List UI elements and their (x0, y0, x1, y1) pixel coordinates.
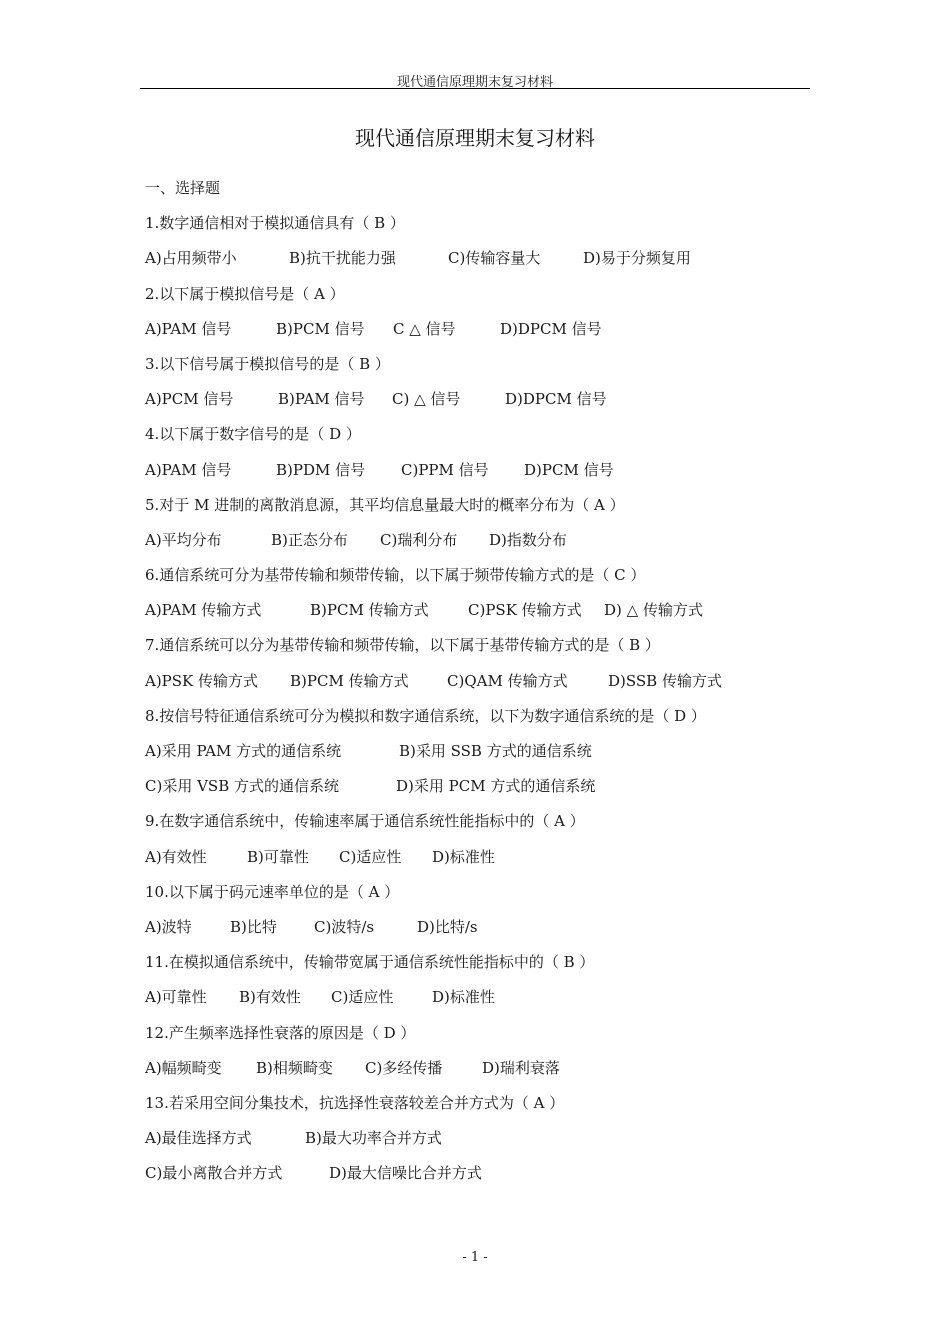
option-d: D)瑞利衰落 (482, 1058, 560, 1077)
option-d: D)DPCM 信号 (500, 319, 602, 338)
question-4: 4.以下属于数字信号的是（ D ） (145, 425, 361, 444)
option-b: B)PDM 信号 (276, 460, 366, 479)
option-a: A)PCM 信号 (145, 390, 234, 409)
question-1-options (145, 241, 805, 276)
option-b: B)采用 SSB 方式的通信系统 (399, 742, 592, 760)
question-12-options (145, 1051, 805, 1086)
running-header: 现代通信原理期末复习材料 (396, 75, 553, 90)
section-heading: 一、选择题 (145, 179, 221, 197)
question-6: 6.通信系统可分为基带传输和频带传输，以下属于频带传输方式的是（ C ） (145, 566, 646, 585)
question-5: 5.对于 M 进制的离散消息源，其平均信息量最大时的概率分布为（ A ） (145, 495, 625, 514)
option-c: C)适应性 (339, 847, 402, 866)
option-c: C)最小离散合并方式 (145, 1164, 283, 1183)
option-b: B)比特 (230, 917, 277, 936)
question-2-options (145, 312, 805, 347)
question-1: 1.数字通信相对于模拟通信具有（ B ） (145, 214, 405, 233)
option-a: A)波特 (145, 917, 192, 936)
question-7: 7.通信系统可以分为基带传输和频带传输，以下属于基带传输方式的是（ B ） (145, 636, 660, 655)
question-7-options (145, 664, 805, 699)
question-9: 9.在数字通信系统中，传输速率属于通信系统性能指标中的（ A ） (145, 812, 585, 831)
question-8-options-row-2 (145, 769, 805, 804)
option-b: B)最大功率合并方式 (305, 1129, 442, 1148)
question-12: 12.产生频率选择性衰落的原因是（ D ） (145, 1023, 416, 1042)
option-b: B)相频畸变 (256, 1058, 333, 1077)
option-b: B)正态分布 (271, 530, 348, 549)
question-3: 3.以下信号属于模拟信号的是（ B ） (145, 354, 390, 373)
question-13: 13.若采用空间分集技术，抗选择性衰落较差合并方式为（ A ） (145, 1093, 565, 1112)
option-c: C)PPM 信号 (401, 460, 489, 479)
question-11-options (145, 980, 805, 1015)
question-9-options (145, 840, 805, 875)
option-a: A)幅频畸变 (145, 1058, 222, 1077)
option-d: D)PCM 信号 (524, 460, 614, 479)
option-c: C)传输容量大 (448, 249, 541, 268)
option-a: A)平均分布 (145, 530, 222, 549)
question-8: 8.按信号特征通信系统可分为模拟和数字通信系统，以下为数字通信系统的是（ D ） (145, 706, 706, 725)
option-c: C)采用 VSB 方式的通信系统 (145, 777, 339, 796)
option-a: A)可靠性 (145, 988, 207, 1007)
option-d: D) △ 传输方式 (604, 601, 703, 620)
option-b: B)PCM 传输方式 (310, 601, 429, 620)
option-c: C)PSK 传输方式 (468, 601, 582, 620)
option-a: A)采用 PAM 方式的通信系统 (145, 742, 342, 760)
option-a: A)占用频带小 (145, 249, 237, 268)
question-8-options-row-1 (145, 734, 805, 769)
option-d: D)采用 PCM 方式的通信系统 (396, 777, 596, 796)
option-b: B)PAM 信号 (278, 390, 365, 409)
option-a: A)PAM 信号 (145, 460, 232, 479)
question-4-options (145, 453, 805, 488)
question-10-options (145, 910, 805, 945)
option-d: D)标准性 (432, 847, 495, 866)
option-c: C)适应性 (331, 988, 394, 1007)
question-10: 10.以下属于码元速率单位的是（ A ） (145, 882, 400, 901)
question-13-options-row-2 (145, 1156, 805, 1191)
option-b: B)PCM 传输方式 (290, 671, 409, 690)
question-11: 11.在模拟通信系统中，传输带宽属于通信系统性能指标中的（ B ） (145, 953, 595, 972)
option-d: D)比特/s (417, 917, 478, 936)
option-d: D)最大信噪比合并方式 (329, 1164, 482, 1183)
option-a: A)PSK 传输方式 (145, 671, 259, 690)
question-13-options-row-1 (145, 1121, 805, 1156)
option-a: A)最佳选择方式 (145, 1129, 252, 1148)
option-c: C) △ 信号 (392, 390, 461, 409)
option-a: A)PAM 传输方式 (145, 601, 262, 620)
question-list (145, 171, 805, 1191)
option-a: A)有效性 (145, 847, 207, 866)
question-6-options (145, 593, 805, 628)
document-title: 现代通信原理期末复习材料 (355, 126, 595, 150)
option-b: B)抗干扰能力强 (289, 249, 396, 268)
question-2: 2.以下属于模拟信号是（ A ） (145, 284, 345, 303)
option-d: D)标准性 (432, 988, 495, 1007)
option-c: C)波特/s (314, 917, 375, 936)
question-3-options (145, 382, 805, 417)
question-5-options (145, 523, 805, 558)
option-d: D)指数分布 (489, 530, 567, 549)
option-b: B)PCM 信号 (276, 319, 365, 338)
option-c: C)瑞利分布 (380, 530, 458, 549)
page-number: - 1 - (462, 1250, 488, 1265)
option-d: D)易于分频复用 (583, 249, 691, 268)
header-divider (140, 88, 810, 89)
option-d: D)SSB 传输方式 (608, 671, 722, 690)
option-a: A)PAM 信号 (145, 319, 232, 338)
option-c: C)QAM 传输方式 (447, 671, 568, 690)
option-c: C △ 信号 (393, 319, 456, 338)
option-b: B)可靠性 (247, 847, 309, 866)
option-c: C)多经传播 (365, 1058, 443, 1077)
option-d: D)DPCM 信号 (505, 390, 607, 409)
option-b: B)有效性 (239, 988, 301, 1007)
